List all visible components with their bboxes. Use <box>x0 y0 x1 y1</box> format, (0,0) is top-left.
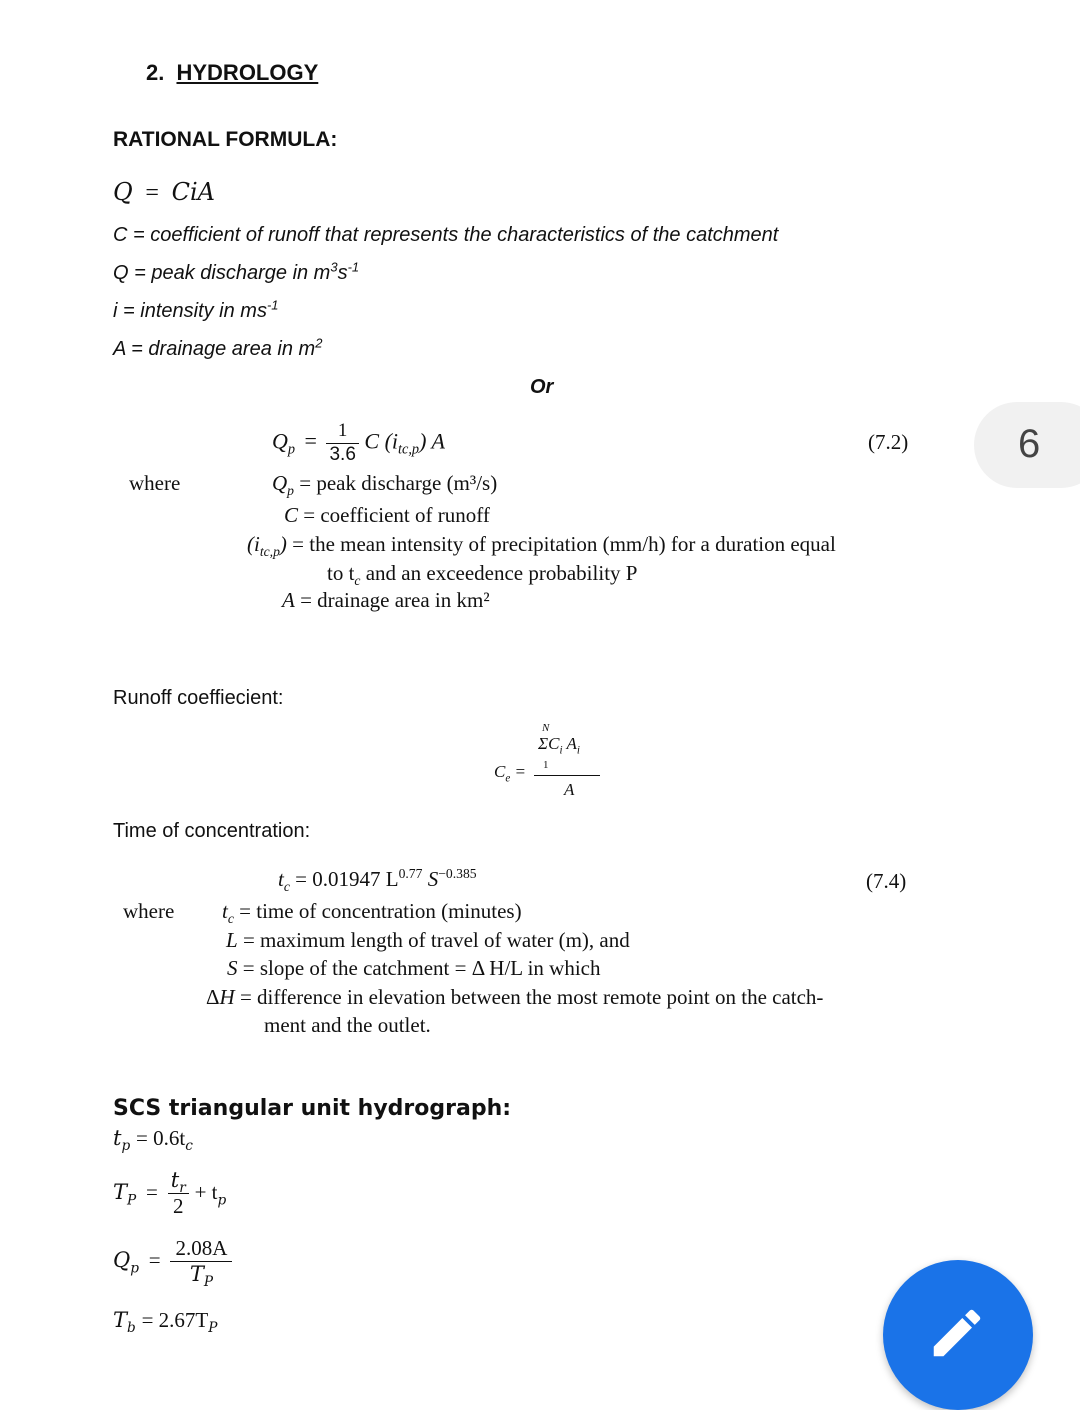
scs-heading: SCS triangular unit hydrograph: <box>113 1096 512 1121</box>
rational-heading: RATIONAL FORMULA: <box>113 128 338 151</box>
fraction-1-over-3-6: $\frac{1}{3.6}$ <box>326 420 358 467</box>
scs-eq-Tp: $T_P$ = $\frac{t_r}{2}$ + $t_p$ <box>113 1168 227 1219</box>
toc-def-l: L = maximum length of travel of water (m), and <box>226 928 630 952</box>
rational-def-a: A = drainage area in $m^2$ <box>113 335 323 360</box>
pencil-icon <box>926 1302 988 1364</box>
fraction-tr-over-2: $\frac{t_r}{2}$ <box>168 1168 189 1219</box>
page-number-badge <box>974 402 1080 488</box>
eq72-def-qp: $Q_p$ = peak discharge (m³/s) <box>272 471 498 499</box>
section-number: 2. <box>146 60 165 85</box>
equation-number-7-4: (7.4) <box>866 869 907 893</box>
scs-eq-Tb: $T_b = 2.67T_P$ <box>113 1308 218 1337</box>
toc-equation: $t_c = 0.01947$ $L^{0.77}$ $S^{-0.385}$ <box>278 866 477 895</box>
equation-number-7-2: (7.2) <box>868 430 909 454</box>
eq72-def-c: C = coefficient of runoff <box>284 503 490 527</box>
where-label-7-4: where <box>123 899 175 923</box>
toc-def-dh: ΔH = difference in elevation between the most remote point on the catch- <box>206 985 824 1009</box>
rational-formula: Q = CiA <box>113 178 215 206</box>
where-label-7-2: where <box>129 471 181 495</box>
rational-def-i: i = intensity in $ms^{-1}$ <box>113 297 279 322</box>
eq72-def-intensity-cont: to $t_c$ and an exceedence probability P <box>327 561 638 589</box>
equation-7-2: $Q_p$ = $\frac{1}{3.6}$ C $(i_{tc,p})$ A <box>272 420 445 465</box>
scs-eq-tp: $t_p = 0.6t_c$ <box>113 1126 193 1155</box>
fraction-208a-over-tp: $\frac{2.08A}{T_P}$ <box>170 1236 232 1287</box>
toc-heading: Time of concentration: <box>113 820 311 842</box>
fraction-bar <box>534 775 600 776</box>
rational-def-q: Q = peak discharge in $m^3s^{-1}$ <box>113 259 360 284</box>
section-title: HYDROLOGY <box>176 60 319 85</box>
rational-def-c: C = coefficient of runoff that represents the characteristics of the catchment <box>113 224 779 246</box>
runoff-equation: $C_e$ = N $\Sigma C_i$ $A_i$ 1 A <box>494 722 614 806</box>
eq72-def-intensity: $(i_{tc,p})$ = the mean intensity of precipitation (mm/h) for a duration equal <box>247 532 836 560</box>
toc-def-tc: $t_c$ = time of concentration (minutes) <box>222 899 522 927</box>
toc-def-s: S = slope of the catchment = Δ H/L in which <box>227 956 601 980</box>
section-heading <box>146 60 318 86</box>
edit-fab-button[interactable] <box>883 1260 1033 1410</box>
runoff-heading: Runoff coeffiecient: <box>113 687 284 709</box>
eq72-def-a: A = drainage area in km² <box>282 588 490 612</box>
page-number: 6 <box>1018 422 1041 466</box>
or-label: Or <box>530 376 554 398</box>
toc-def-dh-cont: ment and the outlet. <box>264 1013 431 1037</box>
scs-eq-Qp: $Q_p$ = $\frac{2.08A}{T_P}$ <box>113 1236 232 1287</box>
